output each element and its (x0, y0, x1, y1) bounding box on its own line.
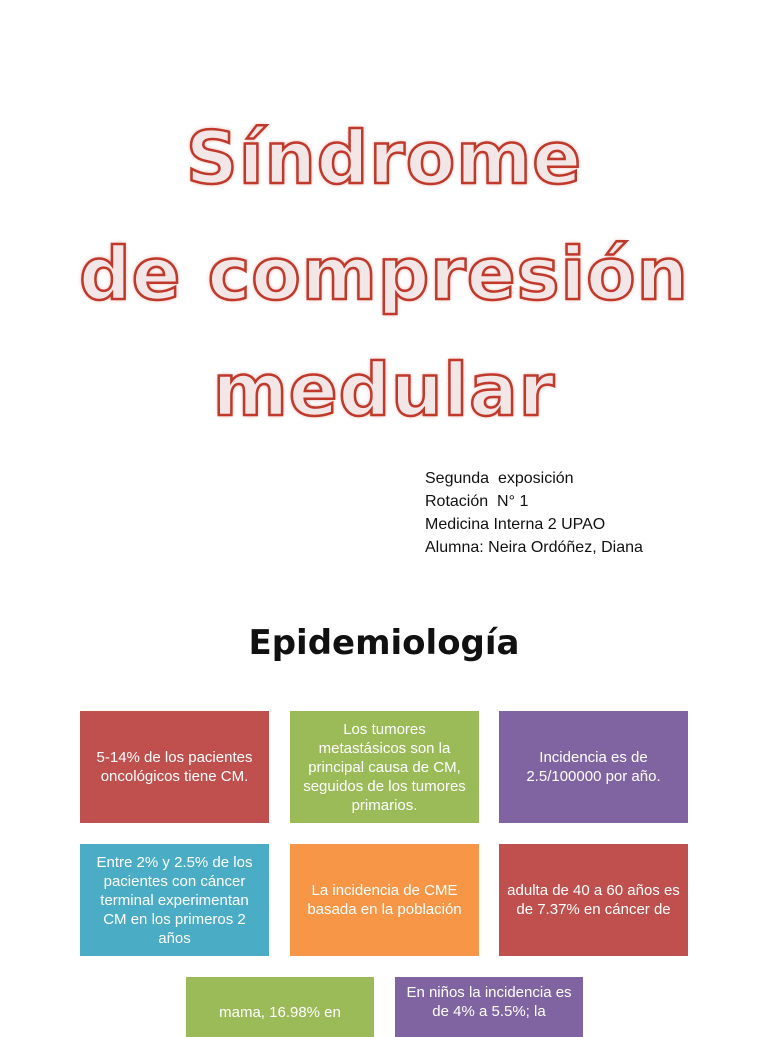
title-line-1: Síndrome (185, 116, 583, 200)
fact-box-4-text: Entre 2% y 2.5% de los pacientes con cáncer terminal experimentan CM en los primeros 2 años (96, 853, 253, 947)
fact-box-2 (290, 711, 479, 823)
fact-box-2-text: Los tumores metastásicos son la principal causa de CM, seguidos de los tumores primarios. (303, 720, 466, 814)
info-line-rotation: Rotación N° 1 (425, 493, 529, 510)
fact-box-5 (290, 844, 479, 956)
fact-box-4 (80, 844, 269, 956)
info-line-student: Alumna: Neira Ordóñez, Diana (425, 539, 643, 556)
fact-box-6-text: adulta de 40 a 60 años es de 7.37% en cáncer de (507, 882, 680, 918)
fact-box-7 (186, 977, 374, 1037)
fact-box-6 (499, 844, 688, 956)
fact-box-7-text: mama, 16.98% en (219, 1004, 341, 1021)
fact-box-1-text: 5-14% de los pacientes oncológicos tiene CM. (96, 749, 253, 785)
fact-box-8-text: En niños la incidencia es de 4% a 5.5%; la (406, 984, 572, 1020)
title-line-3: medular (212, 348, 556, 432)
presentation-info (425, 467, 643, 559)
title-line-2: de compresión (79, 232, 689, 316)
fact-box-1 (80, 711, 269, 823)
fact-box-5-text: La incidencia de CME basada en la población (307, 882, 462, 918)
info-line-course: Medicina Interna 2 UPAO (425, 516, 606, 533)
document-title (0, 100, 768, 448)
info-line-exposition: Segunda exposición (425, 470, 574, 487)
section-heading-epidemiology: Epidemiología (248, 623, 520, 663)
fact-box-8 (395, 977, 583, 1037)
fact-box-3 (499, 711, 688, 823)
fact-box-3-text: Incidencia es de 2.5/100000 por año. (526, 749, 661, 785)
